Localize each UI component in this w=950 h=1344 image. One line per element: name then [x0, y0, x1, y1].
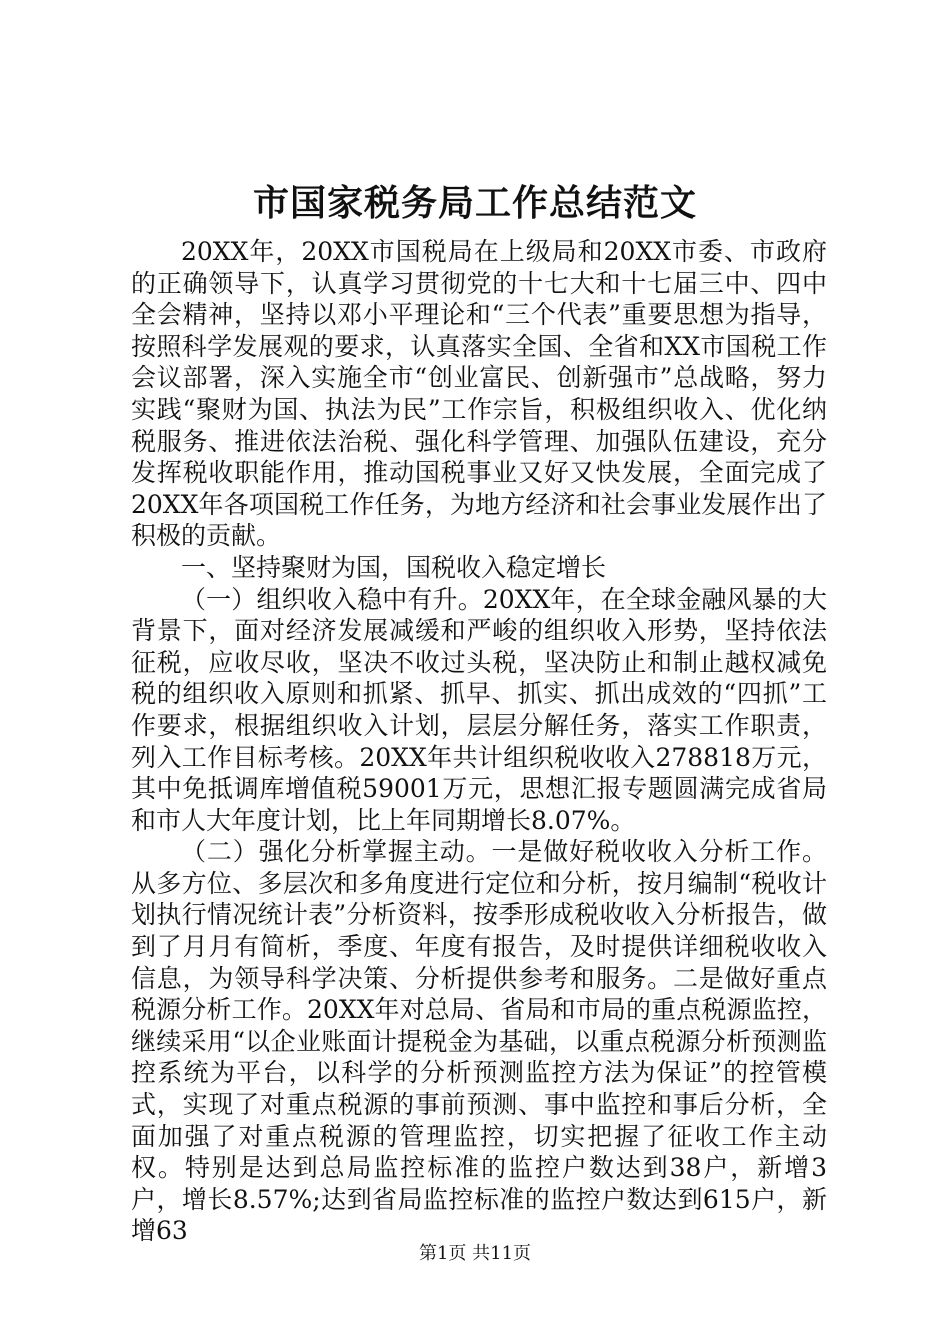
document-body [131, 236, 827, 1247]
paragraph-intro: 20XX年，20XX市国税局在上级局和20XX市委、市政府的正确领导下，认真学习贯彻党的十七大和十七届三中、四中全会精神，坚持以邓小平理论和“三个代表”重要思想为指导，按照科学发展观的要求，认真落实全国、全省和XX市国税工作会议部署，深入实施全市“创业富民、创新强市”总战略，努力实践“聚财为国、执法为民”工作宗旨，积极组织收入、优化纳税服务、推进依法治税、强化科学管理、加强队伍建设，充分发挥税收职能作用，推动国税事业又好又快发展，全面完成了20XX年各项国税工作任务，为地方经济和社会事业发展作出了积极的贡献。 [131, 237, 827, 551]
paragraph-analysis: （二）强化分析掌握主动。一是做好税收收入分析工作。从多方位、多层次和多角度进行定位和分析，按月编制“税收计划执行情况统计表”分析资料，按季形成税收收入分析报告，做到了月月有简析，季度、年度有报告，及时提供详细税收收入信息，为领导科学决策、分析提供参考和服务。二是做好重点税源分析工作。20XX年对总局、省局和市局的重点税源监控，继续采用“以企业账面计提税金为基础，以重点税源分析预测监控系统为平台，以科学的分析预测监控方法为保证”的控管模式，实现了对重点税源的事前预测、事中监控和事后分析，全面加强了对重点税源的管理监控，切实把握了征收工作主动权。特别是达到总局监控标准的监控户数达到38户，新增3户，增长8.57%;达到省局监控标准的监控户数达到615户，新增63 [131, 837, 827, 1246]
section-heading: 一、坚持聚财为国，国税收入稳定增长 [181, 552, 607, 582]
paragraph-revenue: （一）组织收入稳中有升。20XX年，在全球金融风暴的大背景下，面对经济发展减缓和严峻的组织收入形势，坚持依法征税，应收尽收，坚决不收过头税，坚决防止和制止越权减免税的组织收入原则和抓紧、抓早、抓实、抓出成效的“四抓”工作要求，根据组织收入计划，层层分解任务，落实工作职责，列入工作目标考核。20XX年共计组织税收收入278818万元，其中免抵调库增值税59001万元，思想汇报专题圆满完成省局和市人大年度计划，比上年同期增长8.07%。 [131, 584, 827, 835]
page-number: 第1页 共11页 [418, 1243, 532, 1264]
document-title: 市国家税务局工作总结范文 [252, 182, 697, 224]
